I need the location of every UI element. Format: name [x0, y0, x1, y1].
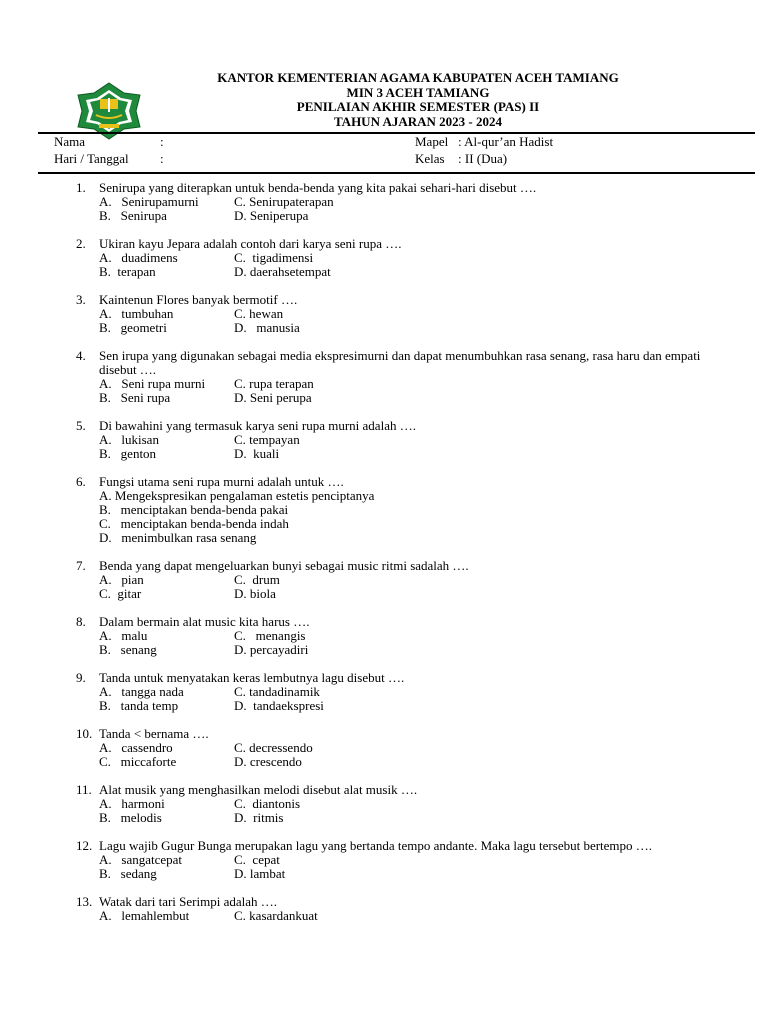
answer-option: A. lemahlembut: [99, 908, 190, 923]
answer-option: A. lukisan: [99, 432, 159, 447]
question-stem: [0, 419, 768, 433]
question-stem: [0, 475, 768, 489]
question-stem: [0, 349, 768, 377]
answer-row: [0, 447, 768, 461]
answer-option: B. senang: [99, 642, 157, 657]
question-stem: [0, 783, 768, 797]
answer-option: D. kuali: [234, 446, 280, 461]
question-number: 3.: [76, 292, 86, 307]
answer-option: A. sangatcepat: [99, 852, 183, 867]
answer-row: [0, 307, 768, 321]
answer-row: [0, 755, 768, 769]
answer-option: B. Senirupa: [99, 208, 167, 223]
answer-option: A. cassendro: [99, 740, 173, 755]
question-number: 2.: [76, 236, 86, 251]
question-item: [0, 419, 768, 461]
question-item: [0, 349, 768, 405]
question-item: [0, 839, 768, 881]
question-text: Senirupa yang diterapkan untuk benda-benda yang kita pakai sehari-hari disebut ….: [99, 180, 537, 195]
answer-option: B. tanda temp: [99, 698, 179, 713]
answer-option: C. drum: [234, 572, 280, 587]
question-text: Di bawahini yang termasuk karya seni rupa murni adalah ….: [99, 418, 416, 433]
answer-option: A. Senirupamurni: [99, 194, 199, 209]
answer-option: B. geometri: [99, 320, 167, 335]
answer-option: D. ritmis: [234, 810, 284, 825]
answer-option: C. gitar: [99, 586, 142, 601]
header-line-office: KANTOR KEMENTERIAN AGAMA KABUPATEN ACEH TAMIANG: [217, 70, 619, 85]
question-stem: [0, 181, 768, 195]
question-stem: [0, 727, 768, 741]
hari-tanggal-label: Hari / Tanggal: [54, 151, 129, 166]
question-text: Tanda < bernama ….: [99, 726, 209, 741]
answer-option: C. hewan: [234, 306, 284, 321]
answer-option: C. cepat: [234, 852, 280, 867]
answer-option: A. Seni rupa murni: [99, 376, 206, 391]
question-stem: [0, 559, 768, 573]
answer-option: C. Senirupaterapan: [234, 194, 334, 209]
question-stem: [0, 293, 768, 307]
answer-option: A. tangga nada: [99, 684, 184, 699]
question-text: Fungsi utama seni rupa murni adalah untuk ….: [99, 474, 344, 489]
answer-row: [0, 685, 768, 699]
question-item: [0, 181, 768, 223]
answer-option: D. Seni perupa: [234, 390, 312, 405]
answer-option: C. decressendo: [234, 740, 313, 755]
answer-option: C. tempayan: [234, 432, 300, 447]
question-number: 4.: [76, 348, 86, 363]
answer-row: [0, 321, 768, 335]
answer-row: [0, 195, 768, 209]
question-text: Kaintenun Flores banyak bermotif ….: [99, 292, 298, 307]
answer-row: [0, 811, 768, 825]
answer-option: C. diantonis: [234, 796, 301, 811]
question-number: 11.: [76, 782, 92, 797]
question-number: 10.: [76, 726, 93, 741]
answer-option: D. lambat: [234, 866, 286, 881]
answer-row: [0, 377, 768, 391]
question-list: [0, 181, 768, 937]
answer-option: D. menimbulkan rasa senang: [99, 530, 257, 545]
answer-option: D. biola: [234, 586, 276, 601]
exam-header: [0, 71, 768, 131]
question-stem: [0, 237, 768, 251]
header-line-school: MIN 3 ACEH TAMIANG: [346, 84, 490, 100]
answer-row: [0, 587, 768, 601]
question-number: 12.: [76, 838, 93, 853]
answer-option: D. crescendo: [234, 754, 302, 769]
answer-row: [0, 867, 768, 881]
answer-option: C. miccaforte: [99, 754, 177, 769]
question-text: Watak dari tari Serimpi adalah ….: [99, 894, 278, 909]
question-number: 7.: [76, 558, 86, 573]
header-rule-top: [38, 132, 755, 134]
question-number: 5.: [76, 418, 86, 433]
answer-row: [0, 797, 768, 811]
answer-option: A. Mengekspresikan pengalaman estetis penciptanya: [99, 488, 375, 503]
question-item: [0, 895, 768, 923]
header-rule-bottom: [38, 172, 755, 174]
kelas-value: : II (Dua): [458, 151, 508, 166]
answer-option: C. menangis: [234, 628, 306, 643]
answer-option: C. tandadinamik: [234, 684, 320, 699]
answer-row: [0, 265, 768, 279]
question-item: [0, 237, 768, 279]
question-stem: [0, 839, 768, 853]
answer-option: D. manusia: [234, 320, 300, 335]
mapel-label: Mapel: [415, 134, 449, 149]
question-stem: [0, 895, 768, 909]
answer-row: [0, 391, 768, 405]
answer-option: A. pian: [99, 572, 144, 587]
answer-option: B. terapan: [99, 264, 156, 279]
answer-option: B. Seni rupa: [99, 390, 171, 405]
question-text: Dalam bermain alat music kita harus ….: [99, 614, 310, 629]
question-text: Benda yang dapat mengeluarkan bunyi sebagai music ritmi sadalah ….: [99, 558, 469, 573]
answer-row: [0, 251, 768, 265]
question-text: Ukiran kayu Jepara adalah contoh dari karya seni rupa ….: [99, 236, 402, 251]
answer-option: B. sedang: [99, 866, 157, 881]
answer-option: B. menciptakan benda-benda pakai: [99, 502, 289, 517]
answer-row: [0, 573, 768, 587]
question-item: [0, 475, 768, 545]
answer-option: B. genton: [99, 446, 157, 461]
header-line-exam: PENILAIAN AKHIR SEMESTER (PAS) II: [296, 99, 540, 114]
question-text: Lagu wajib Gugur Bunga merupakan lagu yang bertanda tempo andante. Maka lagu tersebut bertempo ….: [99, 838, 653, 853]
answer-row: [0, 741, 768, 755]
answer-option: D. tandaekspresi: [234, 698, 324, 713]
answer-option: C. kasardankuat: [234, 908, 318, 923]
question-stem: [0, 671, 768, 685]
answer-option: D. percayadiri: [234, 642, 309, 657]
question-number: 8.: [76, 614, 86, 629]
answer-option: A. duadimens: [99, 250, 178, 265]
answer-row: [0, 699, 768, 713]
question-number: 9.: [76, 670, 86, 685]
question-text: Alat musik yang menghasilkan melodi disebut alat musik ….: [99, 782, 418, 797]
question-item: [0, 293, 768, 335]
hari-tanggal-separator: :: [160, 151, 164, 166]
answer-row: [0, 433, 768, 447]
answer-option: A. tumbuhan: [99, 306, 174, 321]
answer-row: [0, 209, 768, 223]
mapel-value: : Al-qur’an Hadist: [458, 134, 554, 149]
question-number: 1.: [76, 180, 86, 195]
answer-option: C. menciptakan benda-benda indah: [99, 516, 289, 531]
answer-option: A. harmoni: [99, 796, 165, 811]
answer-row: [0, 853, 768, 867]
question-number: 13.: [76, 894, 93, 909]
answer-option: B. melodis: [99, 810, 162, 825]
question-text: Tanda untuk menyatakan keras lembutnya lagu disebut ….: [99, 670, 405, 685]
question-item: [0, 783, 768, 825]
answer-option: A. malu: [99, 628, 148, 643]
answer-option: C. rupa terapan: [234, 376, 314, 391]
answer-row: [0, 909, 768, 923]
question-item: [0, 671, 768, 713]
nama-separator: :: [160, 134, 164, 149]
question-stem: [0, 615, 768, 629]
question-number: 6.: [76, 474, 86, 489]
question-item: [0, 559, 768, 601]
answer-option: C. tigadimensi: [234, 250, 314, 265]
question-item: [0, 615, 768, 657]
question-item: [0, 727, 768, 769]
answer-option: D. Seniperupa: [234, 208, 309, 223]
answer-option: D. daerahsetempat: [234, 264, 331, 279]
kelas-label: Kelas: [415, 151, 445, 166]
header-line-year: TAHUN AJARAN 2023 - 2024: [333, 113, 503, 129]
answer-row: [0, 629, 768, 643]
answer-row: [0, 643, 768, 657]
question-text: Sen irupa yang digunakan sebagai media ekspresimurni dan dapat menumbuhkan rasa senang, rasa haru dan empati disebut ….: [99, 348, 701, 377]
nama-label: Nama: [54, 134, 86, 149]
